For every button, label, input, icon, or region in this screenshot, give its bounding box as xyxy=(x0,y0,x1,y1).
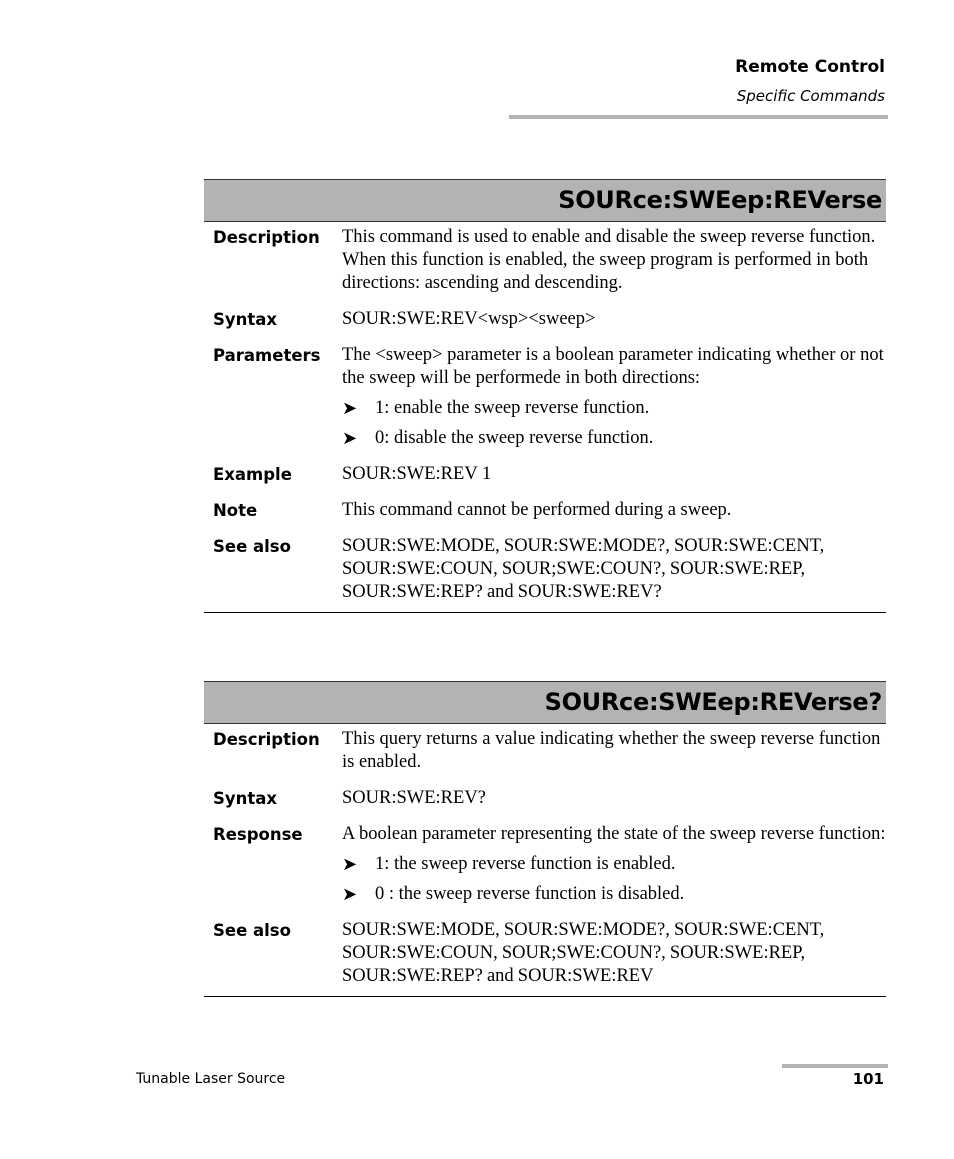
command-block-reverse xyxy=(204,179,886,613)
bullet-item xyxy=(342,853,886,876)
arrow-bullet-icon: ➤ xyxy=(342,884,358,904)
see-also-text: SOUR:SWE:MODE, SOUR:SWE:MODE?, SOUR:SWE:CENT, SOUR:SWE:COUN, SOUR;SWE:COUN?, SOUR:SWE:REP, SOUR:SWE:REP? and SOUR:SWE:REV? xyxy=(342,536,825,602)
bullet-text: 0: disable the sweep reverse function. xyxy=(375,428,654,448)
syntax-text: SOUR:SWE:REV<wsp><sweep> xyxy=(342,309,596,329)
syntax-text: SOUR:SWE:REV? xyxy=(342,788,486,808)
page-number: 101 xyxy=(852,1070,884,1088)
example-row xyxy=(204,459,886,490)
arrow-bullet-icon: ➤ xyxy=(342,428,358,448)
syntax-row xyxy=(204,304,886,335)
bullet-item xyxy=(342,883,886,906)
see-also-text: SOUR:SWE:MODE, SOUR:SWE:MODE?, SOUR:SWE:CENT, SOUR:SWE:COUN, SOUR;SWE:COUN?, SOUR:SWE:REP, SOUR:SWE:REP? and SOUR:SWE:REV xyxy=(342,920,825,986)
description-text: This query returns a value indicating whether the sweep reverse function is enabled. xyxy=(342,729,881,772)
see-also-row xyxy=(204,915,886,992)
parameters-label: Parameters xyxy=(213,346,321,365)
response-row xyxy=(204,819,886,910)
parameters-text: The <sweep> parameter is a boolean parameter indicating whether or not the sweep will be performede in both directions: xyxy=(342,345,884,388)
bullet-item xyxy=(342,397,886,420)
example-text: SOUR:SWE:REV 1 xyxy=(342,464,492,484)
example-label: Example xyxy=(213,465,292,484)
syntax-label: Syntax xyxy=(213,789,278,808)
parameters-row xyxy=(204,340,886,454)
see-also-row xyxy=(204,531,886,608)
description-text: This command is used to enable and disable the sweep reverse function. When this function is enabled, the sweep program is performed in both directions: ascending and descending. xyxy=(342,227,876,293)
bullet-item xyxy=(342,427,886,450)
header-rule xyxy=(509,115,888,119)
syntax-label: Syntax xyxy=(213,310,278,329)
note-label: Note xyxy=(213,501,258,520)
arrow-bullet-icon: ➤ xyxy=(342,398,358,418)
response-label: Response xyxy=(213,825,303,844)
bullet-text: 0 : the sweep reverse function is disabled. xyxy=(375,884,685,904)
running-header-title: Remote Control xyxy=(735,57,885,77)
command-body xyxy=(204,222,886,613)
see-also-label: See also xyxy=(213,921,291,940)
command-title: SOURce:SWEep:REVerse? xyxy=(204,681,886,724)
description-row xyxy=(204,724,886,778)
command-block-reverse-query xyxy=(204,681,886,997)
arrow-bullet-icon: ➤ xyxy=(342,854,358,874)
see-also-label: See also xyxy=(213,537,291,556)
command-body xyxy=(204,724,886,997)
response-text: A boolean parameter representing the state of the sweep reverse function: xyxy=(342,824,886,844)
command-title: SOURce:SWEep:REVerse xyxy=(204,179,886,222)
bullet-text: 1: enable the sweep reverse function. xyxy=(375,398,650,418)
running-header-subtitle: Specific Commands xyxy=(736,87,885,105)
note-text: This command cannot be performed during a sweep. xyxy=(342,500,732,520)
description-row xyxy=(204,222,886,299)
syntax-row xyxy=(204,783,886,814)
bullet-text: 1: the sweep reverse function is enabled. xyxy=(375,854,676,874)
footer-rule xyxy=(782,1064,888,1068)
description-label: Description xyxy=(213,228,320,247)
parameters-content xyxy=(342,340,886,454)
response-content xyxy=(342,819,886,910)
description-label: Description xyxy=(213,730,320,749)
note-row xyxy=(204,495,886,526)
footer-doc-title: Tunable Laser Source xyxy=(136,1071,286,1087)
